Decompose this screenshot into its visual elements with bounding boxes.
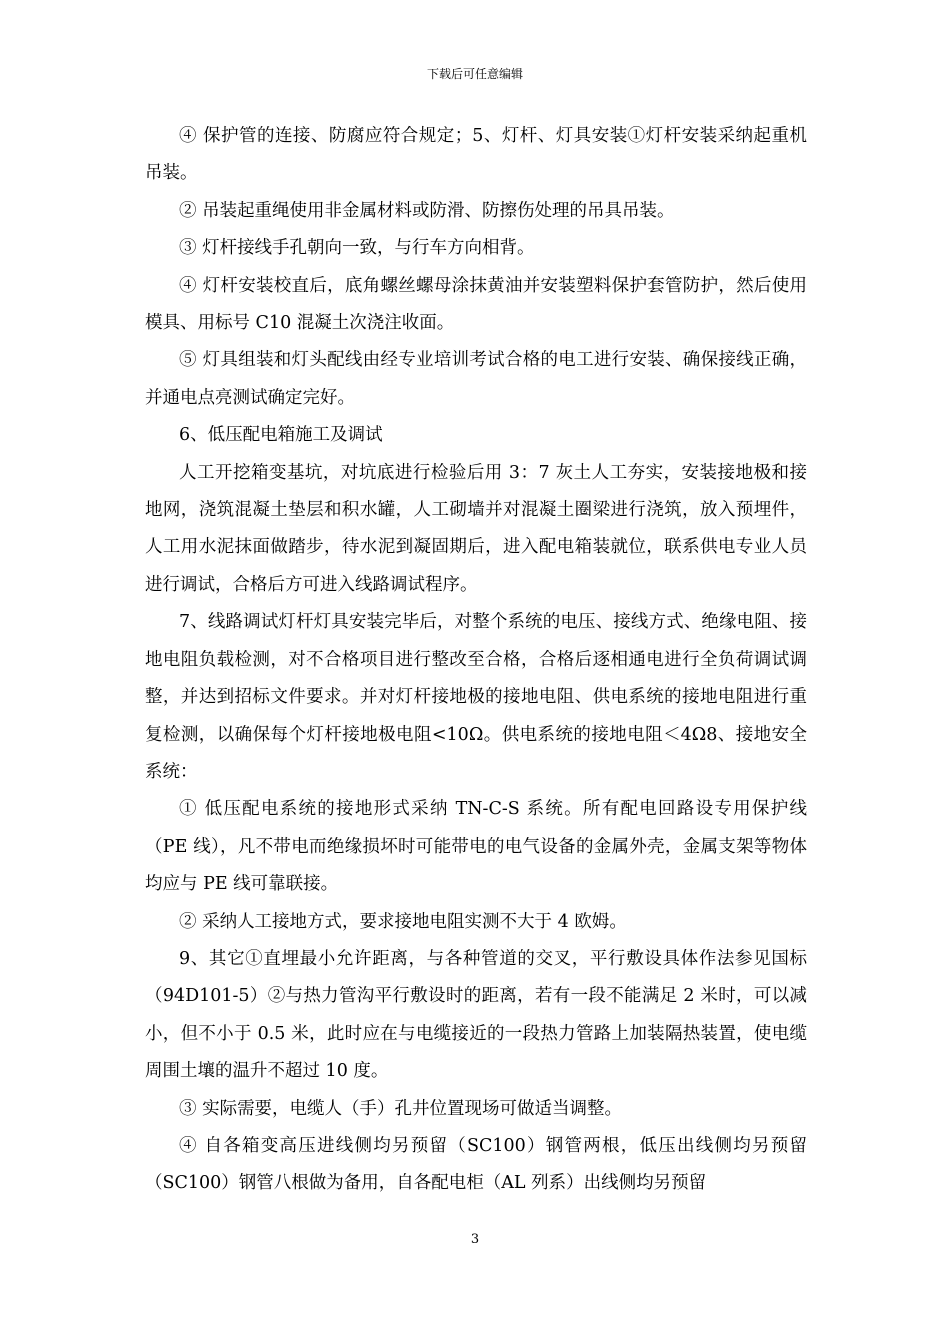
paragraph: ② 吊装起重绳使用非金属材料或防滑、防擦伤处理的吊具吊装。	[179, 200, 675, 221]
paragraph: ④ 自各箱变高压进线侧均另预留（SC100）钢管两根，低压出线侧均另预留（SC100）钢管八根做为备用，自各配电柜（AL 列系）出线侧均另预留	[145, 1135, 807, 1194]
paragraph: ③ 灯杆接线手孔朝向一致，与行车方向相背。	[179, 238, 535, 259]
paragraph: ④ 灯杆安装校直后，底角螺丝螺母涂抹黄油并安装塑料保护套管防护，然后使用模具、用标号 C10 混凝土次浇注收面。	[145, 275, 807, 334]
page-header: 下载后可任意编辑	[426, 67, 523, 81]
paragraph: ② 采纳人工接地方式，要求接地电阻实测不大于 4 欧姆。	[179, 911, 627, 932]
paragraph: ① 低压配电系统的接地形式采纳 TN-C-S 系统。所有配电回路设专用保护线（PE 线），凡不带电而绝缘损坏时可能带电的电气设备的金属外壳，金属支架等物体均应与 PE 线可靠联接。	[145, 799, 807, 895]
paragraph: 9、其它①直埋最小允许距离，与各种管道的交叉，平行敷设具体作法参见国标（94D101-5）②与热力管沟平行敷设时的距离，若有一段不能满足 2 米时，可以减小，但不小于 0.5 米，此时应在与电缆接近的一段热力管路上加装隔热装置，使电缆周围土壤的温升不超过 10 度。	[145, 948, 807, 1082]
paragraph: ③ 实际需要，电缆人（手）孔井位置现场可做适当调整。	[179, 1098, 623, 1119]
page-number: 3	[470, 1232, 480, 1247]
paragraph: 人工开挖箱变基坑，对坑底进行检验后用 3：7 灰土人工夯实，安装接地极和接地网，浇筑混凝土垫层和积水罐，人工砌墙并对混凝土圈梁进行浇筑，放入预埋件，人工用水泥抹面做踏步，待水泥到凝固期后，进入配电箱装就位，联系供电专业人员进行调试，合格后方可进入线路调试程序。	[145, 462, 807, 595]
document-body	[145, 118, 807, 1203]
paragraph: ④ 保护管的连接、防腐应符合规定；5、灯杆、灯具安装①灯杆安装采纳起重机吊装。	[145, 126, 807, 184]
paragraph: 7、线路调试灯杆灯具安装完毕后，对整个系统的电压、接线方式、绝缘电阻、接地电阻负载检测，对不合格项目进行整改至合格，合格后逐相通电进行全负荷调试调整，并达到招标文件要求。并对灯杆接地极的接地电阻、供电系统的接地电阻进行重复检测，以确保每个灯杆接地极电阻<10Ω。供电系统的接地电阻＜4Ω8、接地安全系统：	[145, 612, 807, 782]
section-heading: 6、低压配电箱施工及调试	[179, 425, 383, 446]
paragraph: ⑤ 灯具组装和灯头配线由经专业培训考试合格的电工进行安装、确保接线正确，并通电点亮测试确定完好。	[145, 350, 807, 408]
